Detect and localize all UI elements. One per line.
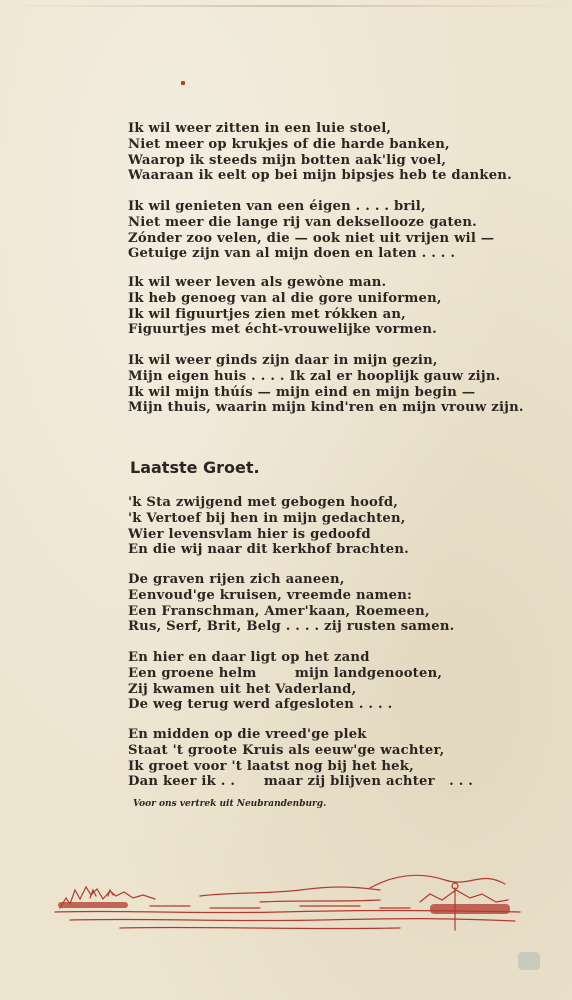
poem1-line: Figuurtjes met écht-vrouwelijke vormen. [128, 322, 437, 338]
poem1-line: Getuige zijn van al mijn doen en laten . . . . [128, 246, 456, 262]
poem2-line: Dan keer ik . . maar zij blijven achter . . . [128, 774, 474, 790]
poem2-line: Een groene helm mijn landgenooten, [128, 665, 443, 681]
poem2-line: 'k Sta zwijgend met gebogen hoofd, [128, 495, 399, 510]
poem1-stanza-3 [128, 275, 442, 338]
poem1-line: Waarop ik steeds mijn botten aak'lig voel, [128, 152, 447, 168]
poem1-line: Ik wil mijn thúís — mijn eind en mijn begin — [128, 384, 476, 400]
poem2-line: En hier en daar ligt op het zand [128, 650, 370, 665]
poem1-line: Niet meer op krukjes of die harde banken, [128, 136, 450, 152]
landscape-sketch [0, 850, 572, 950]
poem1-line: Mijn thuis, waarin mijn kind'ren en mijn vrouw zijn. [128, 400, 524, 416]
poem2-line: Staat 't groote Kruis als eeuw'ge wachter, [128, 742, 445, 758]
poem1-line: Ik heb genoeg van al die gore uniformen, [128, 290, 442, 306]
poem2-line: 'k Vertoef bij hen in mijn gedachten, [128, 510, 406, 526]
poem2-title: Laatste Groet. [130, 458, 260, 477]
paper-stain [518, 952, 540, 970]
poem2-line: Ik groet voor 't laatst nog bij het hek, [128, 758, 414, 774]
poem1-line: Ik wil weer zitten in een luie stoel, [128, 121, 392, 136]
poem2-line: Rus, Serf, Brit, Belg . . . . zij rusten samen. [128, 619, 455, 635]
poem1-stanza-2 [128, 199, 494, 262]
poem2-line: En die wij naar dit kerkhof brachten. [128, 542, 409, 558]
poem1-line: Mijn eigen huis . . . . Ik zal er hooplijk gauw zijn. [128, 368, 501, 384]
poem1-line: Ik wil weer leven als gewòne man. [128, 275, 387, 290]
poem2-stanza-1 [128, 495, 409, 558]
paper-fold [0, 5, 572, 7]
poem2-line: De graven rijen zich aaneen, [128, 572, 345, 587]
poem2-line: Wier levensvlam hier is gedoofd [128, 526, 371, 542]
poem1-line: Waaraan ik eelt op bei mijn bipsjes heb te danken. [128, 168, 512, 184]
poem1-line: Niet meer die lange rij van deksellooze gaten. [128, 214, 477, 230]
poem2-line: Zij kwamen uit het Vaderland, [128, 681, 357, 697]
poem2-stanza-4 [128, 727, 473, 790]
poem1-stanza-4 [128, 353, 524, 416]
poem1-line: Ik wil genieten van een éigen . . . . bril, [128, 199, 426, 214]
poem2-line: Een Franschman, Amer'kaan, Roemeen, [128, 603, 430, 619]
poem2-stanza-2 [128, 572, 454, 635]
red-dot [181, 81, 185, 85]
poem1-line: Ik wil figuurtjes zien met rókken an, [128, 306, 406, 322]
poem2-line: De weg terug werd afgesloten . . . . [128, 697, 393, 713]
poem1-stanza-1 [128, 121, 512, 184]
poem2-line: En midden op die vreed'ge plek [128, 727, 367, 742]
poem2-stanza-3 [128, 650, 442, 713]
footnote: Voor ons vertrek uit Neubrandenburg. [133, 799, 327, 809]
poem1-line: Zónder zoo velen, die — ook niet uit vrijen wil — [128, 230, 495, 246]
poem1-line: Ik wil weer ginds zijn daar in mijn gezin, [128, 353, 438, 368]
poem2-line: Eenvoud'ge kruisen, vreemde namen: [128, 587, 413, 603]
